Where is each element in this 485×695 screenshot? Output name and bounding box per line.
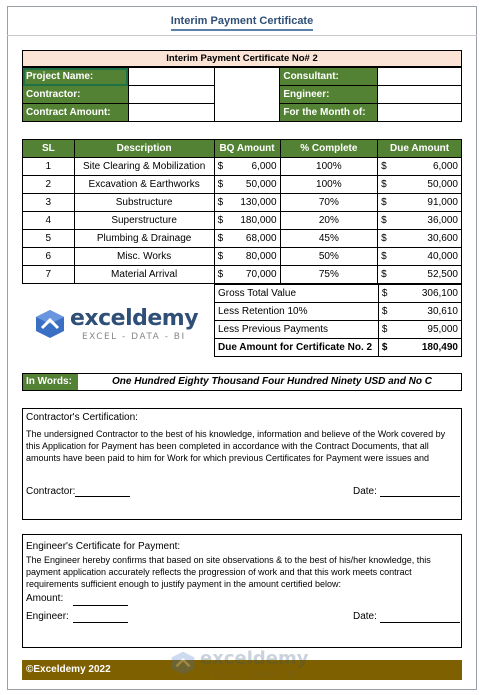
logo-name: exceldemy	[70, 306, 199, 331]
currency-symbol: $	[217, 233, 224, 244]
currency-symbol: $	[381, 324, 388, 335]
amount-label: Amount:	[26, 593, 64, 604]
header-percent-complete: % Complete	[280, 140, 378, 158]
watermark-tagline: EXCEL - DATA - BI	[210, 670, 297, 679]
cell-percent-complete[interactable]: 100%	[280, 176, 378, 194]
cell-description[interactable]: Superstructure	[74, 212, 214, 230]
cell-description[interactable]: Substructure	[74, 194, 214, 212]
amount-line[interactable]	[73, 605, 128, 606]
summary-row	[215, 303, 462, 321]
engineer-cert-title: Engineer's Certificate for Payment:	[26, 541, 181, 552]
bq-amount-value: 6,000	[251, 161, 277, 172]
summary-value: 95,000	[427, 324, 458, 335]
currency-symbol: $	[381, 288, 388, 299]
due-amount-value: 36,000	[427, 215, 458, 226]
cell-description[interactable]: Site Clearing & Mobilization	[74, 158, 214, 176]
header-bq-amount: BQ Amount	[214, 140, 280, 158]
engineer-cert-body: The Engineer hereby confirms that based on site observations & to the best of his/her knowledge, this payment application accurately reflects the progression of work and that this work meets contract requirements sufficient enough to justify payment in the amount certified below:	[26, 555, 431, 589]
currency-symbol: $	[381, 233, 387, 244]
cell-description[interactable]: Material Arrival	[74, 266, 214, 284]
summary-table	[214, 284, 462, 357]
summary-value-cell[interactable]	[378, 339, 461, 357]
engineer-sign-line[interactable]	[73, 622, 128, 623]
summary-value-cell[interactable]	[378, 285, 461, 303]
engineer-date-line[interactable]	[380, 622, 460, 623]
exceldemy-logo-icon	[34, 308, 66, 340]
for-month-value[interactable]	[378, 104, 462, 122]
table-row	[23, 248, 462, 266]
cell-due-amount[interactable]	[378, 212, 462, 230]
contractor-sign-line[interactable]	[75, 496, 130, 497]
engineer-date-label: Date:	[353, 611, 377, 622]
summary-label[interactable]: Less Retention 10%	[215, 303, 379, 321]
contractor-certification	[22, 408, 462, 520]
due-amount-value: 50,000	[427, 179, 458, 190]
header-sl: SL	[23, 140, 75, 158]
summary-value: 180,490	[421, 342, 458, 353]
table-row	[23, 176, 462, 194]
due-amount-value: 91,000	[427, 197, 458, 208]
contractor-cert-body: The undersigned Contractor to the best of his knowledge, information and believe of the Work covered by this Application for Payment has been completed in accordance with the Contract Documents, that all amounts have been paid to him for Work for which previous Certificates for Payment were issues and	[26, 429, 446, 463]
due-amount-value: 40,000	[427, 251, 458, 262]
exceldemy-watermark	[170, 648, 320, 688]
cell-bq-amount[interactable]	[214, 194, 280, 212]
summary-row	[215, 339, 462, 357]
contractor-value[interactable]	[128, 86, 214, 104]
contractor-sign-label: Contractor:	[26, 486, 76, 497]
currency-symbol: $	[217, 179, 224, 190]
cell-bq-amount[interactable]	[214, 248, 280, 266]
cell-sl[interactable]: 4	[23, 212, 75, 230]
cell-bq-amount[interactable]	[214, 230, 280, 248]
bq-amount-value: 68,000	[245, 233, 277, 244]
header-due-amount: Due Amount	[378, 140, 462, 158]
header-description: Description	[74, 140, 214, 158]
bq-amount-value: 70,000	[245, 269, 277, 280]
cell-bq-amount[interactable]	[214, 266, 280, 284]
summary-row	[215, 321, 462, 339]
info-table	[22, 67, 462, 122]
cell-bq-amount[interactable]	[214, 176, 280, 194]
currency-symbol: $	[217, 161, 224, 172]
cell-due-amount[interactable]	[378, 248, 462, 266]
currency-symbol: $	[381, 269, 387, 280]
contractor-date-line[interactable]	[380, 496, 460, 497]
table-row	[23, 266, 462, 284]
table-row	[23, 212, 462, 230]
summary-label[interactable]: Due Amount for Certificate No. 2	[215, 339, 379, 357]
table-row	[23, 158, 462, 176]
cell-due-amount[interactable]	[378, 230, 462, 248]
project-name-value[interactable]	[128, 68, 214, 86]
in-words-text[interactable]: One Hundred Eighty Thousand Four Hundred Ninety USD and No C	[112, 376, 432, 387]
items-table	[22, 139, 462, 284]
cell-description[interactable]: Plumbing & Drainage	[74, 230, 214, 248]
summary-value-cell[interactable]	[378, 321, 461, 339]
cell-bq-amount[interactable]	[214, 158, 280, 176]
cell-sl[interactable]: 2	[23, 176, 75, 194]
cell-sl[interactable]: 3	[23, 194, 75, 212]
summary-value: 30,610	[427, 306, 458, 317]
in-words-label: In Words:	[23, 374, 78, 390]
cell-description[interactable]: Misc. Works	[74, 248, 214, 266]
engineer-sign-label: Engineer:	[26, 611, 69, 622]
currency-symbol: $	[217, 269, 224, 280]
for-month-label[interactable]: For the Month of:	[280, 104, 378, 122]
engineer-certificate	[22, 534, 462, 648]
certificate-heading: Interim Payment Certificate No# 2	[22, 50, 462, 67]
cell-sl[interactable]: 7	[23, 266, 75, 284]
summary-label[interactable]: Gross Total Value	[215, 285, 379, 303]
page-title	[7, 6, 477, 36]
table-row	[23, 194, 462, 212]
footer-bar: ©Exceldemy 2022	[22, 660, 462, 680]
currency-symbol: $	[381, 342, 388, 353]
cell-percent-complete[interactable]: 20%	[280, 212, 378, 230]
cell-due-amount[interactable]	[378, 266, 462, 284]
cell-due-amount[interactable]	[378, 194, 462, 212]
due-amount-value: 52,500	[427, 269, 458, 280]
cell-percent-complete[interactable]: 50%	[280, 248, 378, 266]
cell-percent-complete[interactable]: 75%	[280, 266, 378, 284]
currency-symbol: $	[381, 215, 387, 226]
info-blank-cell[interactable]	[214, 68, 280, 122]
engineer-value[interactable]	[378, 86, 462, 104]
cell-sl[interactable]: 1	[23, 158, 75, 176]
cell-bq-amount[interactable]	[214, 212, 280, 230]
bq-amount-value: 130,000	[240, 197, 277, 208]
cell-description[interactable]: Excavation & Earthworks	[74, 176, 214, 194]
cell-percent-complete[interactable]: 45%	[280, 230, 378, 248]
bq-amount-value: 50,000	[245, 179, 277, 190]
contractor-label[interactable]: Contractor:	[23, 86, 129, 104]
engineer-label[interactable]: Engineer:	[280, 86, 378, 104]
logo-tagline: EXCEL - DATA - BI	[82, 332, 186, 342]
currency-symbol: $	[381, 161, 387, 172]
currency-symbol: $	[381, 251, 387, 262]
summary-row	[215, 285, 462, 303]
exceldemy-logo	[34, 304, 199, 346]
summary-value-cell[interactable]	[378, 303, 461, 321]
contractor-date-label: Date:	[353, 486, 377, 497]
project-name-label[interactable]: Project Name:	[23, 68, 129, 86]
currency-symbol: $	[217, 197, 224, 208]
contract-amount-label[interactable]: Contract Amount:	[23, 104, 129, 122]
bq-amount-value: 180,000	[240, 215, 277, 226]
currency-symbol: $	[381, 197, 387, 208]
cell-due-amount[interactable]	[378, 158, 462, 176]
consultant-label[interactable]: Consultant:	[280, 68, 378, 86]
currency-symbol: $	[217, 251, 224, 262]
cell-sl[interactable]: 5	[23, 230, 75, 248]
contractor-cert-title: Contractor's Certification:	[26, 412, 138, 423]
contract-amount-value[interactable]	[128, 104, 214, 122]
items-header-row	[23, 140, 462, 158]
page-title-text: Interim Payment Certificate	[171, 15, 313, 31]
consultant-value[interactable]	[378, 68, 462, 86]
cell-due-amount[interactable]	[378, 176, 462, 194]
in-words-row	[22, 373, 462, 391]
watermark-name: exceldemy	[200, 648, 309, 669]
currency-symbol: $	[381, 306, 388, 317]
due-amount-value: 30,600	[427, 233, 458, 244]
cell-percent-complete[interactable]: 70%	[280, 194, 378, 212]
currency-symbol: $	[381, 179, 387, 190]
watermark-logo-icon	[170, 650, 196, 676]
cell-sl[interactable]: 6	[23, 248, 75, 266]
cell-percent-complete[interactable]: 100%	[280, 158, 378, 176]
summary-value: 306,100	[421, 288, 458, 299]
summary-label[interactable]: Less Previous Payments	[215, 321, 379, 339]
currency-symbol: $	[217, 215, 224, 226]
bq-amount-value: 80,000	[245, 251, 277, 262]
table-row	[23, 230, 462, 248]
due-amount-value: 6,000	[432, 161, 458, 172]
